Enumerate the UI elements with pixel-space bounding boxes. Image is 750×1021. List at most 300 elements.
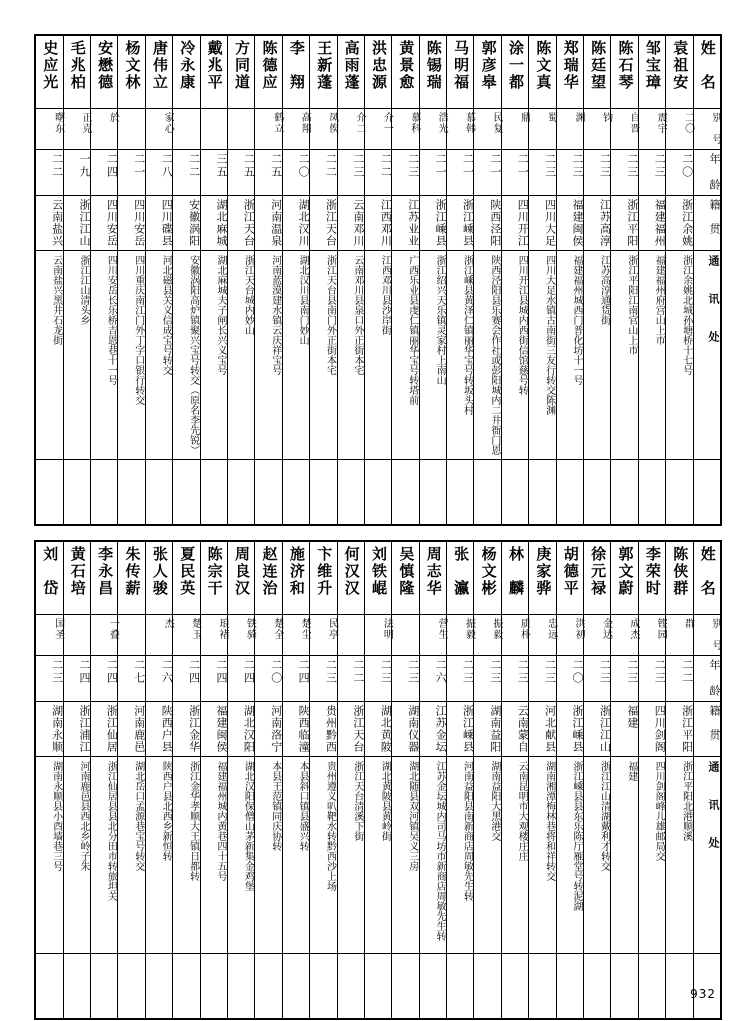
cell-address bbox=[611, 757, 638, 954]
address-value: 湖北黄陂县黄岭街 bbox=[379, 761, 391, 841]
cell-blank bbox=[282, 460, 309, 526]
native-value: 云南蒙自 bbox=[516, 705, 530, 753]
cell-address bbox=[227, 251, 254, 460]
alias-value: 正克 bbox=[80, 112, 92, 134]
native-value: 福建闽侯 bbox=[571, 199, 585, 247]
cell-age bbox=[63, 150, 90, 196]
age-value: 二二 bbox=[324, 153, 338, 179]
address-value: 浙江嵊县县东乐陈厅雁堂号转泥湖 bbox=[571, 761, 583, 911]
cell-alias bbox=[447, 109, 474, 150]
cell-alias bbox=[118, 615, 145, 656]
address-value: 浙江余姚北城孙塘桥十七号 bbox=[680, 255, 692, 375]
native-value: 河南鹿邑 bbox=[132, 705, 146, 753]
cell-alias bbox=[364, 109, 391, 150]
alias-value: 成杰 bbox=[627, 618, 639, 640]
cell-native bbox=[584, 702, 611, 757]
native-value: 浙江平阳 bbox=[625, 199, 639, 247]
cell-native bbox=[282, 702, 309, 757]
cell-native bbox=[35, 196, 63, 251]
cell-name bbox=[638, 35, 665, 109]
cell-native bbox=[310, 702, 337, 757]
cell-name bbox=[200, 35, 227, 109]
cell-alias bbox=[529, 109, 556, 150]
cell-blank bbox=[392, 954, 419, 1020]
age-value: 二四 bbox=[214, 659, 228, 685]
cell-name bbox=[91, 541, 118, 615]
alias-value: 鹤立 bbox=[271, 112, 283, 134]
address-value: 浙江绍兴天乐镇灵家村上南山 bbox=[434, 255, 446, 385]
cell-name bbox=[392, 541, 419, 615]
age-value: 二三 bbox=[351, 153, 365, 179]
roster-table-lower bbox=[34, 540, 722, 1020]
cell-blank bbox=[529, 954, 556, 1020]
name-value: 卞维升 bbox=[315, 546, 334, 597]
name-value: 赵连治 bbox=[260, 546, 279, 597]
cell-blank bbox=[474, 954, 501, 1020]
cell-address bbox=[392, 757, 419, 954]
cell-alias bbox=[310, 109, 337, 150]
cell-native bbox=[364, 702, 391, 757]
cell-alias bbox=[392, 109, 419, 150]
cell-blank bbox=[63, 460, 90, 526]
cell-age bbox=[173, 656, 200, 702]
name-value: 施济和 bbox=[287, 546, 306, 597]
cell-blank bbox=[419, 954, 446, 1020]
cell-alias bbox=[282, 109, 309, 150]
name-value: 冷永康 bbox=[178, 40, 197, 91]
name-value: 邹宝璋 bbox=[643, 40, 662, 91]
native-value: 湖南仪器 bbox=[406, 705, 420, 753]
alias-value: 楚全 bbox=[271, 618, 283, 640]
cell-name bbox=[638, 541, 665, 615]
alias-value: 渊 bbox=[573, 112, 585, 123]
cell-name bbox=[556, 541, 583, 615]
address-value: 陕西户县北西乡新恒转 bbox=[160, 761, 172, 861]
alias-value: 民复 bbox=[490, 112, 502, 134]
cell-name bbox=[364, 541, 391, 615]
cell-name bbox=[337, 35, 364, 109]
name-value: 吴慎隆 bbox=[397, 546, 416, 597]
alias-value: 钧 bbox=[600, 112, 612, 123]
table-row-blank bbox=[35, 954, 721, 1020]
cell-alias bbox=[529, 615, 556, 656]
native-value: 湖南益阳 bbox=[488, 705, 502, 753]
cell-alias bbox=[35, 109, 63, 150]
address-value: 浙江平阳北港顺溪 bbox=[680, 761, 692, 841]
cell-blank bbox=[638, 954, 665, 1020]
cell-blank bbox=[447, 460, 474, 526]
cell-age bbox=[118, 150, 145, 196]
column-header-label: 年 龄 bbox=[708, 659, 721, 698]
address-value: 湖北汉川县南门妙山 bbox=[297, 255, 309, 345]
age-value: 二〇 bbox=[297, 153, 311, 179]
name-value: 林 麟 bbox=[506, 546, 525, 597]
cell-alias bbox=[337, 615, 364, 656]
age-value: 二六 bbox=[160, 659, 174, 685]
column-header-label: 籍 贯 bbox=[708, 705, 721, 741]
column-header-address bbox=[693, 251, 721, 460]
cell-name bbox=[145, 541, 172, 615]
name-value: 李荣时 bbox=[643, 546, 662, 597]
cell-native bbox=[529, 702, 556, 757]
cell-blank bbox=[118, 460, 145, 526]
address-value: 湖南湘潭梅林巷将和祥转交 bbox=[543, 761, 555, 881]
cell-alias bbox=[173, 109, 200, 150]
native-value: 福建闽侯 bbox=[214, 705, 228, 753]
address-value: 江苏高淳通货街 bbox=[598, 255, 610, 325]
native-value: 江西邓川 bbox=[379, 199, 393, 247]
cell-address bbox=[227, 757, 254, 954]
cell-blank bbox=[611, 460, 638, 526]
address-value: 本县斜口镇县盛兴转 bbox=[297, 761, 309, 851]
cell-age bbox=[255, 656, 282, 702]
native-value: 贵州黔西 bbox=[324, 705, 338, 753]
alias-value: 振毅 bbox=[463, 618, 475, 640]
address-value: 四川安岳长乐桥吉恩巷十一号 bbox=[105, 255, 117, 385]
cell-alias bbox=[638, 615, 665, 656]
cell-blank bbox=[91, 460, 118, 526]
cell-alias bbox=[392, 615, 419, 656]
address-value: 四川开江县城内西街信馆慈号转 bbox=[516, 255, 528, 395]
cell-alias bbox=[200, 109, 227, 150]
native-value: 江苏业业 bbox=[406, 199, 420, 247]
age-value: 二三 bbox=[653, 659, 667, 685]
cell-native bbox=[474, 702, 501, 757]
cell-name bbox=[501, 541, 528, 615]
cell-name bbox=[337, 541, 364, 615]
cell-blank bbox=[638, 460, 665, 526]
alias-value: 高翔 bbox=[299, 112, 311, 134]
address-value: 河南鹿邑县西北乡岭子朱 bbox=[78, 761, 90, 871]
cell-name bbox=[118, 541, 145, 615]
alias-value: 介一 bbox=[381, 112, 393, 134]
native-value: 浙江嵊县 bbox=[461, 705, 475, 753]
cell-name bbox=[556, 35, 583, 109]
cell-alias bbox=[255, 109, 282, 150]
age-value: 二三 bbox=[516, 659, 530, 685]
cell-name bbox=[474, 35, 501, 109]
cell-address bbox=[529, 757, 556, 954]
age-value: 二一 bbox=[461, 153, 475, 179]
age-value: 二三 bbox=[598, 659, 612, 685]
native-value: 河南洛宁 bbox=[269, 705, 283, 753]
cell-age bbox=[474, 656, 501, 702]
address-value: 湖南永顺县小酉墙巷三号 bbox=[50, 761, 62, 871]
cell-name bbox=[501, 35, 528, 109]
alias-value: 凤俟 bbox=[326, 112, 338, 134]
alias-value: 一叠 bbox=[107, 618, 119, 640]
cell-age bbox=[91, 150, 118, 196]
cell-blank bbox=[584, 460, 611, 526]
age-value: 二二 bbox=[379, 153, 393, 179]
name-value: 袁祖安 bbox=[671, 40, 690, 91]
cell-address bbox=[666, 251, 693, 460]
table-row bbox=[35, 615, 721, 656]
cell-alias bbox=[227, 109, 254, 150]
name-value: 李 翔 bbox=[287, 40, 306, 91]
cell-age bbox=[227, 150, 254, 196]
native-value: 浙江浦江 bbox=[78, 705, 92, 753]
native-value: 河北献县 bbox=[543, 705, 557, 753]
cell-name bbox=[282, 541, 309, 615]
column-header-name bbox=[693, 35, 721, 109]
age-value: 二二 bbox=[187, 153, 201, 179]
age-value: 二二 bbox=[680, 659, 694, 685]
cell-native bbox=[447, 196, 474, 251]
cell-blank bbox=[501, 460, 528, 526]
cell-address bbox=[556, 757, 583, 954]
age-value: 二一 bbox=[488, 153, 502, 179]
column-header-label: 别 号 bbox=[710, 618, 721, 651]
cell-name bbox=[145, 35, 172, 109]
address-value: 浙江仙居县县北分田市转旅坦关 bbox=[105, 761, 117, 901]
alias-value: 慕韩 bbox=[463, 112, 475, 134]
age-value: 二三 bbox=[543, 659, 557, 685]
cell-blank bbox=[227, 460, 254, 526]
cell-address bbox=[474, 251, 501, 460]
name-value: 徐元禄 bbox=[589, 546, 608, 597]
native-value: 浙江天台 bbox=[324, 199, 338, 247]
native-value: 湖北汉阳 bbox=[242, 705, 256, 753]
cell-name bbox=[173, 541, 200, 615]
cell-age bbox=[419, 150, 446, 196]
cell-native bbox=[666, 196, 693, 251]
cell-native bbox=[282, 196, 309, 251]
cell-age bbox=[392, 656, 419, 702]
column-header-native bbox=[693, 196, 721, 251]
cell-native bbox=[419, 702, 446, 757]
alias-value: 自晋 bbox=[627, 112, 639, 134]
cell-address bbox=[584, 251, 611, 460]
cell-blank bbox=[556, 954, 583, 1020]
address-value: 浙江平阳江南官山上市 bbox=[625, 255, 637, 355]
cell-alias bbox=[666, 615, 693, 656]
table-row bbox=[35, 109, 721, 150]
cell-alias bbox=[611, 615, 638, 656]
cell-native bbox=[200, 196, 227, 251]
column-header-age bbox=[693, 150, 721, 196]
cell-name bbox=[227, 541, 254, 615]
cell-alias bbox=[638, 109, 665, 150]
cell-blank bbox=[282, 954, 309, 1020]
cell-name bbox=[35, 541, 63, 615]
cell-native bbox=[638, 196, 665, 251]
alias-value: 忠远 bbox=[545, 618, 557, 640]
cell-age bbox=[584, 150, 611, 196]
cell-blank bbox=[173, 460, 200, 526]
cell-age bbox=[282, 150, 309, 196]
age-value: 二三 bbox=[598, 153, 612, 179]
cell-age bbox=[556, 150, 583, 196]
cell-address bbox=[255, 757, 282, 954]
cell-native bbox=[638, 702, 665, 757]
native-value: 福建福州 bbox=[653, 199, 667, 247]
cell-native bbox=[419, 196, 446, 251]
name-value: 陈廷望 bbox=[589, 40, 608, 91]
address-value: 浙江嵊县黄泽仁镇丽华宝号转坂头村 bbox=[461, 255, 473, 415]
cell-age bbox=[529, 150, 556, 196]
cell-address bbox=[255, 251, 282, 460]
cell-address bbox=[91, 757, 118, 954]
cell-name bbox=[255, 541, 282, 615]
cell-native bbox=[611, 196, 638, 251]
name-value: 郭文蔚 bbox=[616, 546, 635, 597]
table-row bbox=[35, 196, 721, 251]
cell-age bbox=[666, 150, 693, 196]
cell-alias bbox=[63, 109, 90, 150]
name-value: 周良汉 bbox=[233, 546, 252, 597]
cell-address bbox=[501, 757, 528, 954]
cell-address bbox=[447, 757, 474, 954]
cell-name bbox=[611, 35, 638, 109]
cell-native bbox=[145, 196, 172, 251]
cell-blank bbox=[364, 954, 391, 1020]
cell-native bbox=[227, 702, 254, 757]
cell-native bbox=[556, 196, 583, 251]
cell-native bbox=[501, 196, 528, 251]
name-value: 胡德平 bbox=[561, 546, 580, 597]
native-value: 浙江江山 bbox=[78, 199, 92, 247]
native-value: 浙江天台 bbox=[351, 705, 365, 753]
address-value: 安徽涡阳高炉镇聚兴宝号转交（原名李先锐） bbox=[187, 255, 199, 455]
cell-age bbox=[145, 656, 172, 702]
age-value: 二四 bbox=[187, 659, 201, 685]
cell-native bbox=[173, 196, 200, 251]
address-value: 河北磁县关义信成宝号转交 bbox=[160, 255, 172, 375]
table-row bbox=[35, 656, 721, 702]
native-value: 河南温泉 bbox=[269, 199, 283, 247]
cell-native bbox=[91, 702, 118, 757]
cell-name bbox=[419, 541, 446, 615]
address-value: 云南盐兴黑井石龙街 bbox=[50, 255, 62, 345]
cell-blank bbox=[474, 460, 501, 526]
cell-blank bbox=[35, 954, 63, 1020]
cell-age bbox=[255, 150, 282, 196]
name-value: 方同道 bbox=[233, 40, 252, 91]
name-value: 涂一都 bbox=[506, 40, 525, 91]
age-value: 二三 bbox=[406, 659, 420, 685]
cell-alias bbox=[501, 109, 528, 150]
column-header-native bbox=[693, 702, 721, 757]
cell-alias bbox=[447, 615, 474, 656]
age-value: 三五 bbox=[214, 153, 228, 179]
cell-alias bbox=[474, 615, 501, 656]
cell-name bbox=[227, 35, 254, 109]
cell-native bbox=[91, 196, 118, 251]
alias-value: 二〇 bbox=[682, 112, 694, 134]
cell-age bbox=[337, 150, 364, 196]
cell-native bbox=[118, 196, 145, 251]
cell-alias bbox=[666, 109, 693, 150]
name-value: 夏民英 bbox=[178, 546, 197, 597]
cell-blank bbox=[35, 460, 63, 526]
cell-address bbox=[638, 251, 665, 460]
cell-alias bbox=[91, 109, 118, 150]
cell-age bbox=[364, 150, 391, 196]
cell-blank bbox=[255, 460, 282, 526]
native-value: 浙江天台 bbox=[242, 199, 256, 247]
cell-native bbox=[63, 196, 90, 251]
cell-name bbox=[282, 35, 309, 109]
address-value: 湖北汉阳保僧山茅新集金鸡堡 bbox=[242, 761, 254, 891]
cell-age bbox=[611, 150, 638, 196]
age-value: 二五 bbox=[269, 153, 283, 179]
age-value: 二三 bbox=[543, 153, 557, 179]
address-value: 浙江江山清湖戴利才转交 bbox=[598, 761, 610, 871]
cell-address bbox=[173, 251, 200, 460]
cell-alias bbox=[282, 615, 309, 656]
cell-name bbox=[63, 541, 90, 615]
cell-name bbox=[447, 541, 474, 615]
cell-native bbox=[447, 702, 474, 757]
cell-name bbox=[310, 35, 337, 109]
cell-age bbox=[310, 150, 337, 196]
cell-blank bbox=[584, 954, 611, 1020]
age-value: 二三 bbox=[50, 659, 64, 685]
alias-value: 营生 bbox=[436, 618, 448, 640]
column-header-address bbox=[693, 757, 721, 954]
cell-address bbox=[118, 757, 145, 954]
cell-alias bbox=[255, 615, 282, 656]
cell-name bbox=[255, 35, 282, 109]
cell-age bbox=[556, 656, 583, 702]
age-value: 一九 bbox=[78, 153, 92, 179]
cell-age bbox=[118, 656, 145, 702]
table-row bbox=[35, 757, 721, 954]
age-value: 二三 bbox=[324, 659, 338, 685]
cell-address bbox=[63, 251, 90, 460]
name-value: 陈宗干 bbox=[205, 546, 224, 597]
name-value: 史应光 bbox=[41, 40, 60, 91]
cell-blank bbox=[666, 954, 693, 1020]
cell-blank bbox=[145, 954, 172, 1020]
address-value: 云南邓川县泉口外正街本宅 bbox=[351, 255, 363, 375]
native-value: 湖南永顺 bbox=[50, 705, 64, 753]
column-header-alias bbox=[693, 109, 721, 150]
name-value: 黄石培 bbox=[68, 546, 87, 597]
cell-age bbox=[447, 150, 474, 196]
address-value: 福建福州城西门普化坊十一号 bbox=[571, 255, 583, 385]
cell-alias bbox=[63, 615, 90, 656]
cell-address bbox=[337, 757, 364, 954]
name-value: 李永昌 bbox=[96, 546, 115, 597]
cell-address bbox=[611, 251, 638, 460]
cell-native bbox=[392, 196, 419, 251]
address-value: 四川重庆南江门外丁字口银行转交 bbox=[132, 255, 144, 405]
cell-name bbox=[529, 35, 556, 109]
native-value: 陕西泾阳 bbox=[488, 199, 502, 247]
address-value: 福建福州府宫山上市 bbox=[653, 255, 665, 345]
name-value: 马明福 bbox=[452, 40, 471, 91]
age-value: 二〇 bbox=[571, 659, 585, 685]
native-value: 陕西临潼 bbox=[297, 705, 311, 753]
cell-address bbox=[474, 757, 501, 954]
column-header-alias bbox=[693, 615, 721, 656]
age-value: 二三 bbox=[406, 153, 420, 179]
cell-native bbox=[501, 702, 528, 757]
cell-age bbox=[392, 150, 419, 196]
table-row-blank bbox=[35, 460, 721, 526]
cell-native bbox=[63, 702, 90, 757]
cell-address bbox=[638, 757, 665, 954]
alias-value: 震宇 bbox=[655, 112, 667, 134]
column-header-age bbox=[693, 656, 721, 702]
name-value: 郑瑞华 bbox=[561, 40, 580, 91]
cell-alias bbox=[145, 109, 172, 150]
age-value: 二四 bbox=[105, 153, 119, 179]
native-value: 四川碟县 bbox=[160, 199, 174, 247]
native-value: 浙江嵊县 bbox=[461, 199, 475, 247]
